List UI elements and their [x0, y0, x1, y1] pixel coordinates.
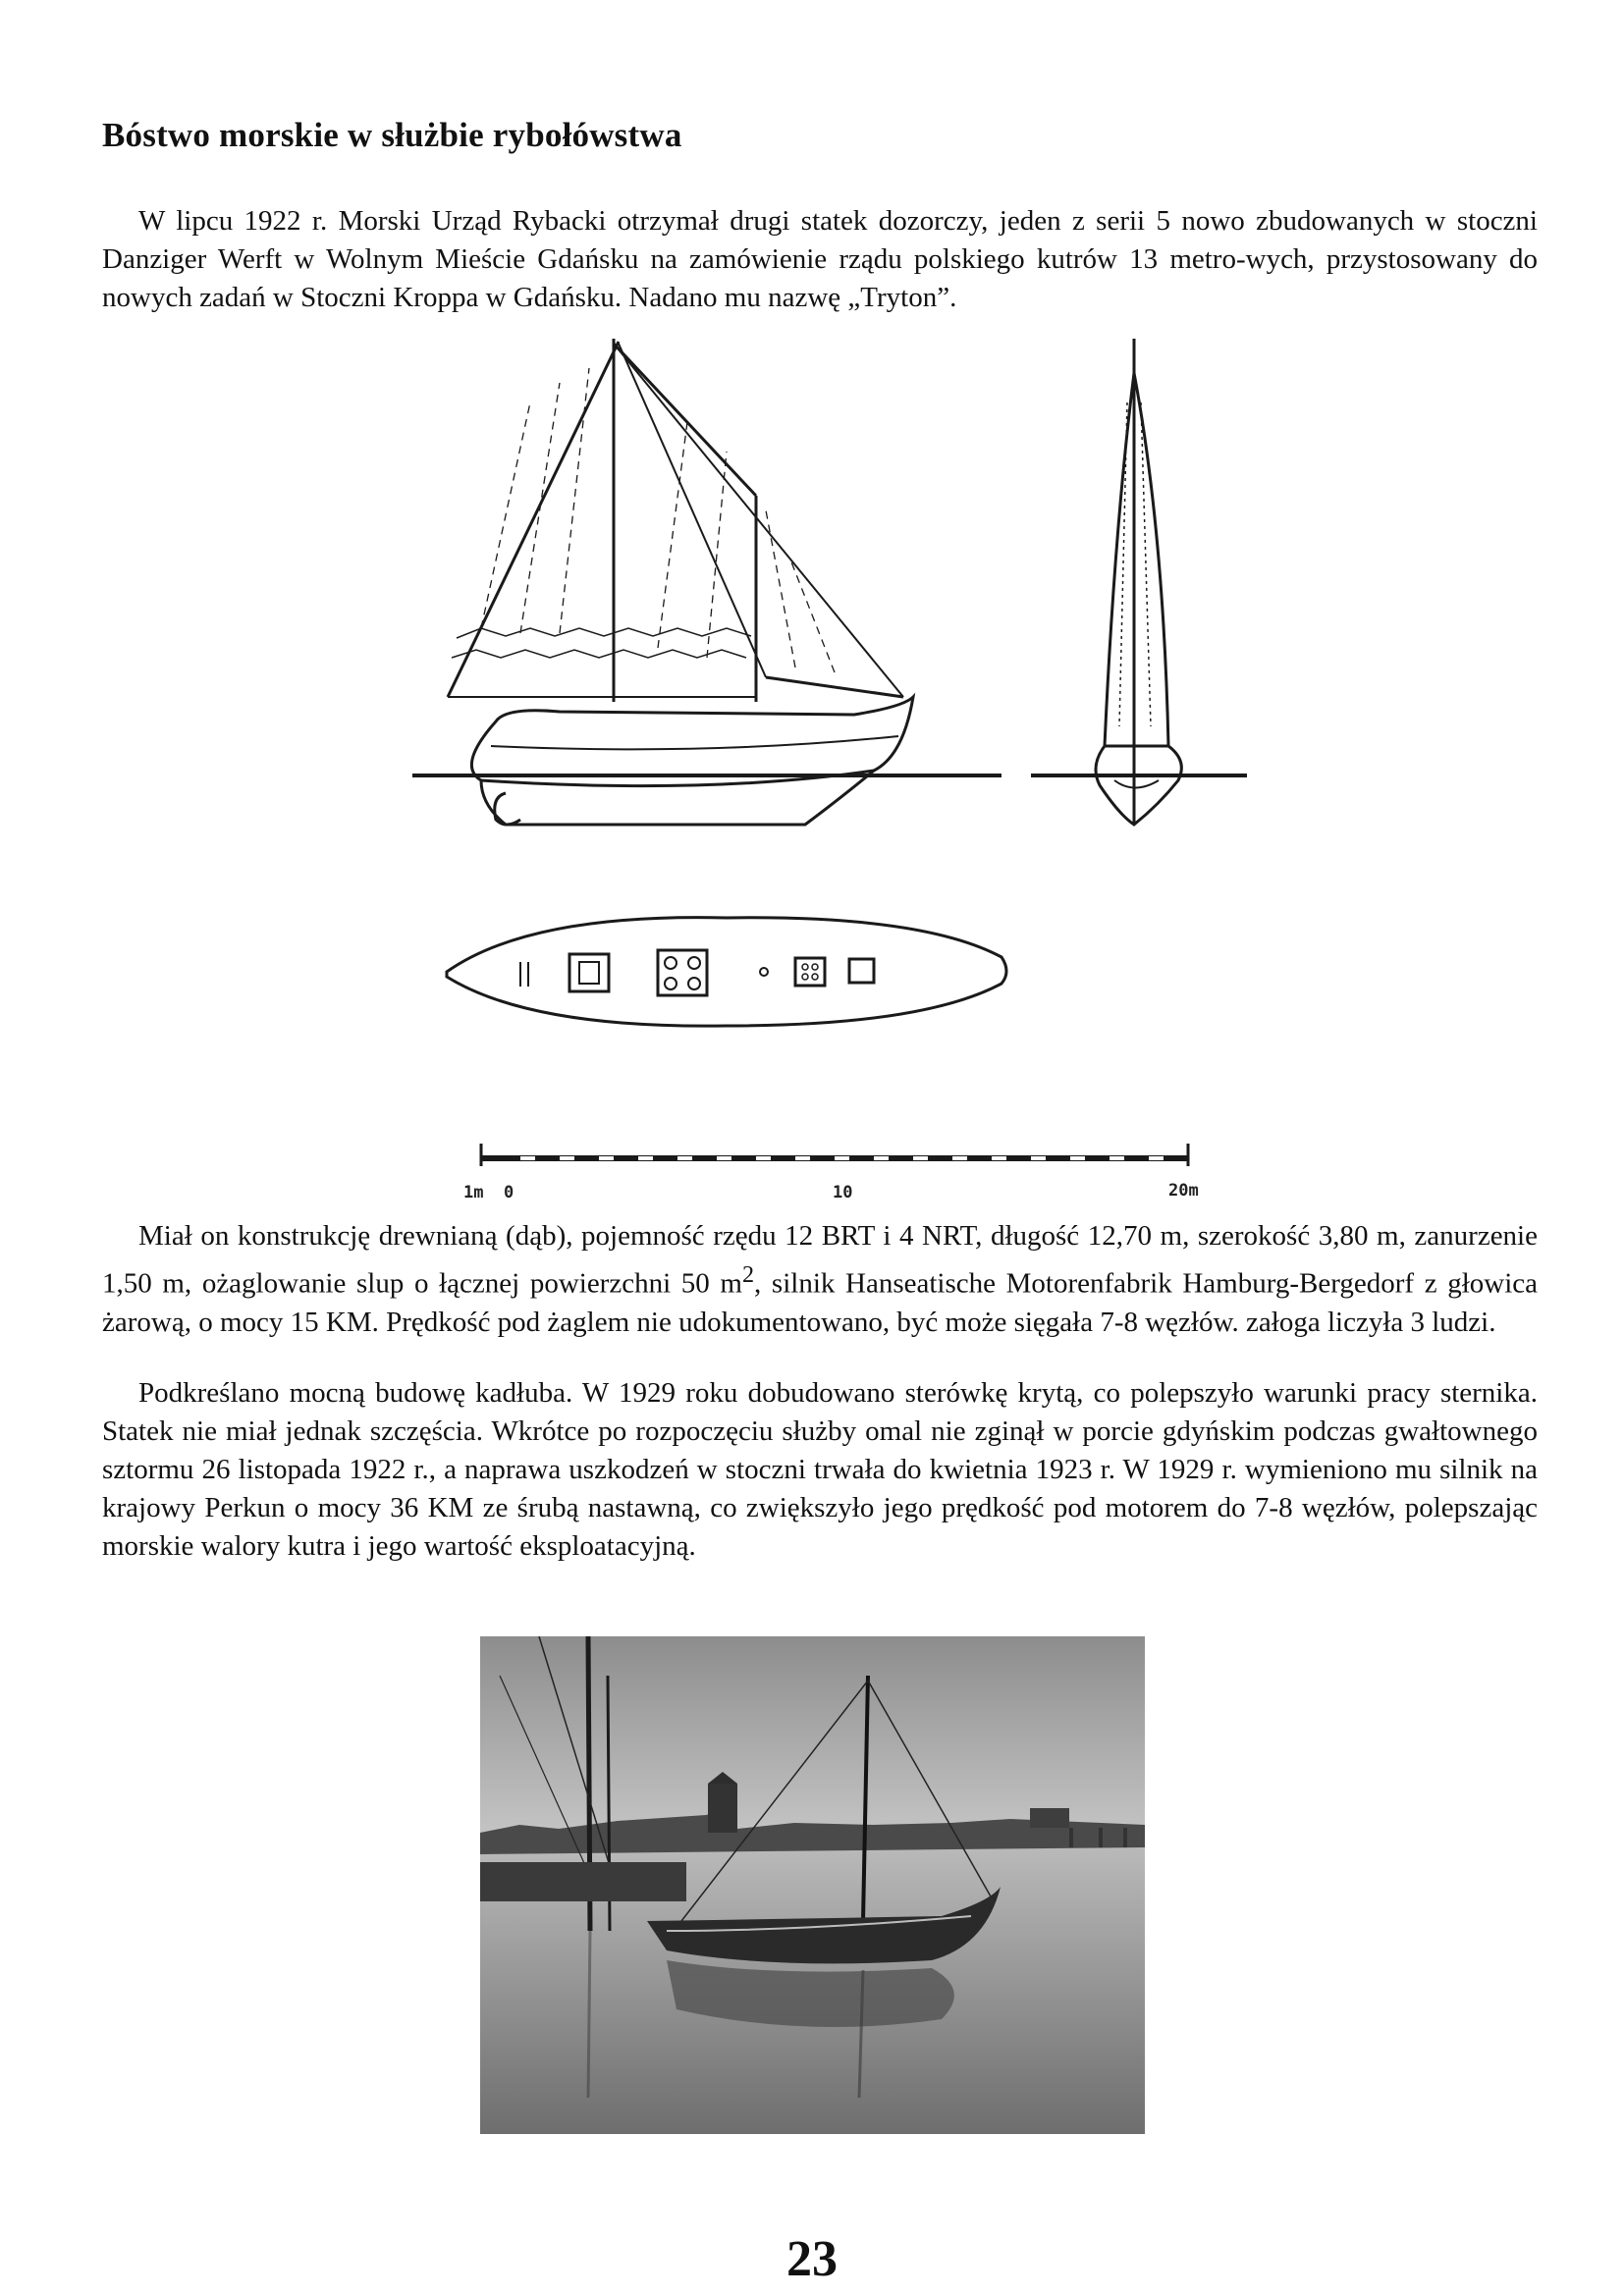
specs-text-start: Miał on konstrukcję drewnianą (dąb), pojemność rzędu 12 BRT i 4 NRT, długość 12,70 m, szerokość 3,80 m, zanurzenie 1,50 m, ożaglowanie slup o łącznej powierzchni 50 m	[102, 1220, 1538, 1300]
scale-label-20m: 20m	[1168, 1181, 1199, 1201]
specs-superscript: 2	[741, 1261, 755, 1288]
paragraph-intro: W lipcu 1922 r. Morski Urząd Rybacki otrzymał drugi statek dozorczy, jeden z serii 5 nowo zbudowanych w stoczni Danziger Werft w Wolnym Mieście Gdańsku na zamówienie rządu polskiego kutrów 13 metro-wych, przystosowany do nowych zadań w Stoczni Kroppa w Gdańsku. Nadano mu nazwę „Tryton”.	[102, 205, 1538, 313]
harbour-photo-svg	[480, 1636, 1145, 2134]
specs-text-end: , silnik Hanseatische Motorenfabrik Hamburg-Bergedorf z głowica żarową, o mocy 15 KM. Prędkość pod żaglem nie udokumentowano, być może sięgała 7-8 węzłów. załoga liczyła 3 ludzi.	[102, 1267, 1538, 1338]
page-title: Bóstwo morskie w służbie rybołówstwa	[102, 116, 682, 154]
boat-drawing	[412, 334, 1276, 1217]
harbour-photo	[480, 1636, 1145, 2134]
leech-line	[448, 342, 619, 697]
gaff-line	[614, 344, 756, 496]
scale-label-0: 0	[504, 1183, 514, 1202]
boat-drawing-svg	[412, 334, 1276, 1217]
hull-top	[447, 918, 1006, 1027]
page-number: 23	[786, 2231, 838, 2287]
hull-front	[1096, 746, 1181, 825]
scale-label-1m: 1m	[463, 1183, 484, 1202]
scale-label-10: 10	[833, 1183, 853, 1202]
paragraph-history: Podkreślano mocną budowę kadłuba. W 1929 roku dobudowano sterówkę krytą, co polepszyło warunki pracy sternika. Statek nie miał jednak szczęścia. Wkrótce po rozpoczęciu służby omal nie zginął w porcie gdyńskim podczas gwałtownego sztormu 26 listopada 1922 r., a naprawa uszkodzeń w stoczni trwała do kwietnia 1923 r. W 1929 r. wymieniono mu silnik na krajowy Perkun o mocy 36 KM ze śrubą nastawną, co zwiększyło jego prędkość pod motorem do 7-8 węzłów, polepszając morskie walory kutra i jego wartość eksploatacyjną.	[102, 1377, 1538, 1562]
paragraph-specs	[102, 1217, 1538, 1342]
